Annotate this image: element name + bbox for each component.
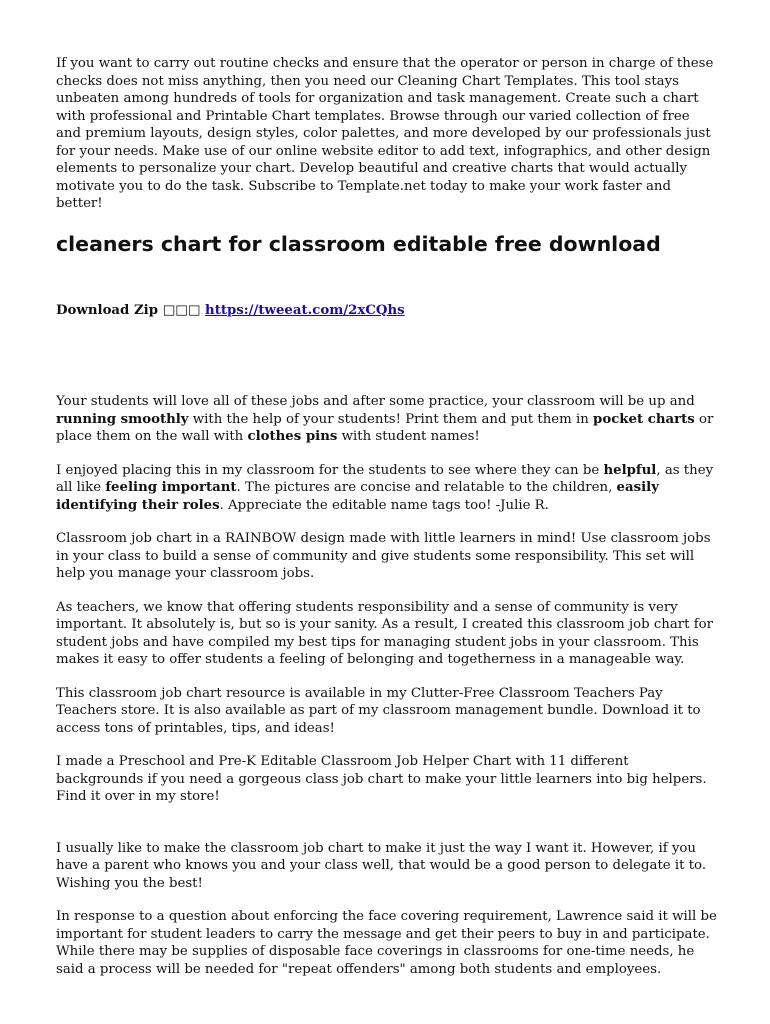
bold-clothes-pins: clothes pins — [247, 429, 338, 444]
paragraph-rainbow-design: Classroom job chart in a RAINBOW design made with little learners in mind! Use classroom jobs in your class to build a sense of community and give students some responsibility. This set will help you manage your classroom jobs. — [56, 531, 711, 581]
text-run: I enjoyed placing this in my classroom for the students to see where they can be — [56, 462, 604, 478]
text-run: . The pictures are concise and relatable to the children, — [236, 480, 617, 495]
text-run: Your students will love all of these jobs and after some practice, your classroom will be up and — [56, 394, 695, 409]
paragraph-preschool-chart: I made a Preschool and Pre-K Editable Classroom Job Helper Chart with 11 different backgrounds if you need a gorgeous class job chart to make your little learners into big helpers. Find it over in my store! — [56, 754, 707, 804]
bold-feeling-important: feeling important — [105, 480, 237, 495]
paragraph-make-it-yourself: I usually like to make the classroom job chart to make it just the way I want it. However, if you have a parent who knows you and your class well, that would be a good person to delegate it to. Wishing you the best! — [56, 840, 707, 891]
download-line — [56, 302, 718, 320]
paragraph-students-love-jobs — [56, 393, 718, 446]
text-run: , as they all like — [56, 462, 714, 495]
page-title: cleaners chart for classroom editable free download — [56, 231, 661, 256]
paragraph-teachers-responsibility: As teachers, we know that offering students responsibility and a sense of community is very important. It absolutely is, but so is your sanity. As a result, I created this classroom job chart for student jobs and have compiled my best tips for managing student jobs in your classroom. This makes it easy to offer students a feeling of belonging and togetherness in a manageable way. — [56, 599, 713, 667]
text-run: . Appreciate the editable name tags too! -Julie R. — [219, 497, 549, 513]
paragraph-face-covering: In response to a question about enforcing the face covering requirement, Lawrence said it will be important for student leaders to carry the message and get their peers to buy in and participate. While there may be supplies of disposable face coverings in classrooms for one-time needs, he said a process will be needed for "repeat offenders" among both students and employees. — [56, 909, 717, 977]
bold-easily-identifying: easily identifying their roles — [56, 480, 659, 513]
download-label: Download Zip — [56, 302, 159, 318]
paragraph-review-julie — [56, 462, 718, 515]
bold-running-smoothly: running smoothly — [56, 411, 189, 427]
download-link[interactable]: https://tweeat.com/2xCQhs — [205, 302, 405, 318]
bold-helpful: helpful — [603, 462, 657, 478]
paragraph-resource-availability: This classroom job chart resource is available in my Clutter-Free Classroom Teachers Pay Teachers store. It is also available as part of my classroom management bundle. Download it to access tons of printables, tips, and ideas! — [56, 685, 701, 736]
text-run: with the help of your students! Print them and put them in — [188, 411, 594, 427]
document-page — [56, 55, 718, 978]
text-run: with student names! — [337, 429, 480, 444]
bold-pocket-charts: pocket charts — [593, 411, 695, 427]
intro-paragraph: If you want to carry out routine checks and ensure that the operator or person in charge of these checks does not miss anything, then you need our Cleaning Chart Templates. This tool stays unbeaten among hundreds of tools for organization and task management. Create such a chart with professional and Printable Chart templates. Browse through our varied collection of free and premium layouts, design styles, color palettes, and more developed by our professionals just for your needs. Make use of our online website editor to add text, infographics, and other design elements to personalize your chart. Develop beautiful and creative charts that would actually motivate you to do the task. Subscribe to Template.net today to make your work faster and better! — [56, 56, 714, 211]
placeholder-glyphs: □□□ — [162, 302, 201, 318]
text-run: or place them on the wall with — [56, 411, 714, 444]
